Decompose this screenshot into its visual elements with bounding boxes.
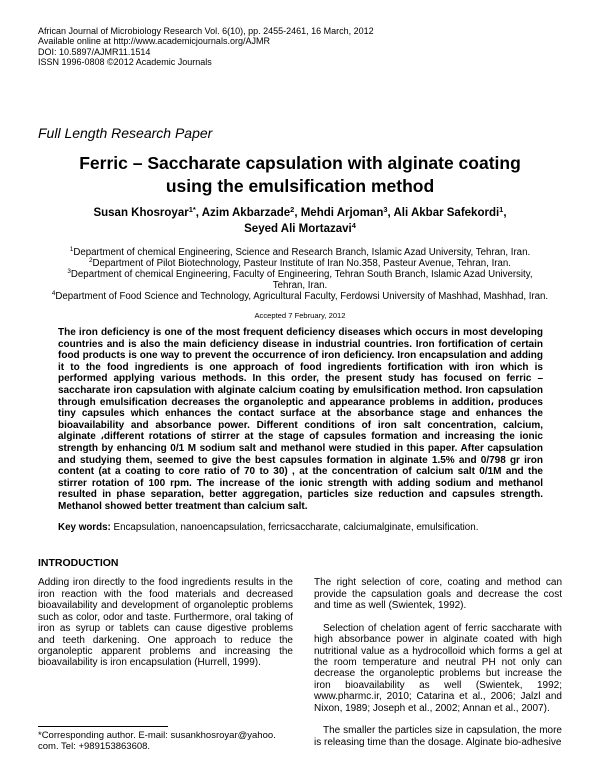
author-affiliation-marker: 1*: [188, 205, 196, 215]
affiliation-number: 2: [89, 257, 93, 265]
affiliation-text: Department of Food Science and Technology, Agricultural Faculty, Ferdowsi University of Mashhad, Mashhad, Iran.: [55, 290, 549, 302]
article-type: Full Length Research Paper: [38, 125, 213, 141]
affiliation-list: [0, 247, 600, 302]
affiliation: [0, 291, 600, 302]
corresponding-author-footnote: [38, 730, 276, 752]
author-name: Seyed Ali Mortazavi: [244, 223, 352, 235]
body-paragraph: The right selection of core, coating and method can provide the capsulation goals and decrease the cost and time as well (Swientek, 1992).: [314, 577, 562, 612]
author-separator: ,: [503, 207, 507, 219]
affiliation-text: Department of Pilot Biotechnology, Pasteur Institute of Iran No.358, Pasteur Avenue, Tehran, Iran.: [92, 257, 511, 269]
accepted-date: Accepted 7 February, 2012: [254, 310, 346, 320]
affiliation: [0, 258, 600, 269]
keywords-label: Key words:: [58, 521, 111, 533]
footnote-line: com. Tel: +989153863608.: [38, 740, 151, 752]
author-name: Azim Akbarzade: [201, 207, 291, 219]
author: [394, 207, 507, 219]
left-column: [38, 577, 293, 669]
affiliation-number: 1: [69, 246, 74, 254]
author: [202, 207, 298, 219]
author-name: Ali Akbar Safekordi: [393, 207, 500, 219]
author-affiliation-marker: 3: [383, 205, 388, 215]
section-heading-introduction: INTRODUCTION: [38, 557, 119, 569]
author: [301, 207, 391, 219]
affiliation-text: Department of chemical Engineering, Science and Research Branch, Islamic Azad University, Tehran, Iran.: [73, 246, 531, 258]
author-name: Mehdi Arjoman: [300, 207, 384, 219]
doi-line: DOI: 10.5897/AJMR11.1514: [38, 46, 151, 57]
affiliation: [0, 247, 600, 258]
author-separator: ,: [387, 207, 391, 219]
online-availability-line: Available online at http://www.academicjournals.org/AJMR: [38, 36, 270, 46]
author-affiliation-marker: 1: [499, 205, 504, 215]
affiliation-number: 3: [67, 268, 71, 276]
body-paragraph: Adding iron directly to the food ingredients results in the iron reaction with the food materials and decreased bioavailability and development of organoleptic problems such as color, odor and taste. Furthermore, oral taking of iron as syrup or tablets can cause digestive problems and teeth darkening. One approach to reduce the organoleptic apparent problems and increasing the bioavailability is iron encapsulation (Hurrell, 1999).: [38, 577, 293, 669]
affiliation-text: Department of chemical Engineering, Faculty of Engineering, Tehran South Branch, Islamic Azad University,: [70, 268, 533, 280]
affiliation-number: 4: [51, 290, 56, 298]
journal-citation-line: African Journal of Microbiology Research Vol. 6(10), pp. 2455-2461, 16 March, 2012: [38, 25, 374, 36]
journal-header: [38, 26, 374, 68]
author-list: [60, 205, 540, 237]
author: [93, 207, 199, 219]
keywords: [58, 522, 543, 533]
footnote-divider: [38, 726, 168, 727]
body-paragraph: Selection of chelation agent of ferric saccharate with high absorbance power in alginate coated with high nutritional value as a hydrocolloid which forms a gel at the room temperature and neutral PH not only can decrease the organoleptic problems but increase the iron bioavailability as well (Swientek, 1992; www.pharmc.ir, 2010; Catarina et al., 2006; Jalzl and Nixon, 1989; Joseph et al., 2002; Annan et al., 2007).: [314, 622, 562, 714]
author-separator: ,: [195, 207, 199, 219]
footnote-line: *Corresponding author. E-mail: susankhosroyar@yahoo.: [38, 729, 276, 741]
author-affiliation-marker: 4: [351, 221, 356, 231]
keywords-text: Encapsulation, nanoencapsulation, ferricsaccharate, calciumalginate, emulsification.: [113, 521, 479, 533]
author: [244, 223, 356, 235]
abstract: The iron deficiency is one of the most frequent deficiency diseases which occurs in most developing countries and is also the main deficiency disease in industrial countries. Iron fortification of certain food products is one way to prevent the occurrence of iron deficiency. Iron encapsulation and adding it to the food ingredients is one approach of food ingredients fortification with iron which is performed applying various methods. In this order, the present study has focused on ferric – saccharate iron capsulation with alginate calcium coating by emulsification method. Iron capsulation through emulsification decreases the organoleptic and appearance problems in addition، produces tiny capsules which enhances the contact surface at the absorbance stage and enhances the bioavailability and absorbance power. Different conditions of iron salt concentration, calcium, alginate ،different rotations of stirrer at the stage of capsules formation and increasing the ionic strength by enhancing 0/1 M sodium salt and methanol were studied in this paper. After capsulation and studying them, seemed to give the best capsules formation in alginate 1.5% and 0/798 gr iron content (at a coating to core ratio of 70 to 30) , at the concentration of calcium salt 0/1M and the stirrer rotation of 100 rpm. The increase of the ionic strength with adding sodium and methanol resulted in phase separation, better aggregation, particles size reduction and capsules strength. Methanol showed better treatment than calcium salt.: [58, 327, 543, 512]
paper-title: Ferric – Saccharate capsulation with alginate coating using the emulsification method: [79, 152, 521, 196]
author-affiliation-marker: 2: [290, 205, 295, 215]
issn-line: ISSN 1996-0808 ©2012 Academic Journals: [38, 57, 212, 67]
author-separator: ,: [294, 207, 298, 219]
affiliation-continuation: Tehran, Iran.: [272, 279, 328, 291]
body-paragraph: The smaller the particles size in capsulation, the more is releasing time than the dosage. Alginate bio-adhesive: [314, 725, 562, 748]
affiliation: [0, 269, 600, 280]
right-column: [314, 577, 562, 748]
author-name: Susan Khosroyar: [93, 207, 189, 219]
